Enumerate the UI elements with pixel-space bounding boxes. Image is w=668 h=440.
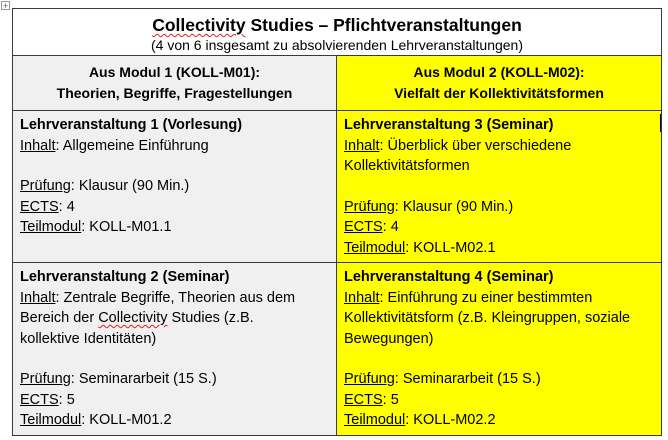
course-content-cont-2: Bewegungen) [344, 330, 434, 347]
ects-label: ECTS [344, 219, 383, 235]
course-title: Lehrveranstaltung 1 (Vorlesung) [20, 117, 243, 133]
content-text: : Allgemeine Einführung [55, 137, 209, 154]
course-ects [20, 197, 330, 218]
course-submodule [20, 217, 330, 238]
content-label: Inhalt [344, 289, 380, 306]
module-2-name: Vielfalt der Kollektivitätsformen [394, 85, 604, 101]
course-table [12, 8, 662, 436]
course-content [344, 288, 655, 309]
title-row [13, 9, 662, 56]
course-content-cont [20, 308, 330, 329]
course-content [20, 288, 330, 309]
spacer [20, 349, 330, 369]
course-cell-lv1[interactable] [13, 111, 337, 263]
spacer [344, 177, 655, 197]
course-cell-lv4[interactable] [337, 263, 662, 436]
course-title: Lehrveranstaltung 4 (Seminar) [344, 269, 554, 285]
ects-label: ECTS [20, 198, 59, 215]
course-exam [20, 176, 330, 197]
course-exam [344, 197, 655, 218]
ects-text: : 5 [58, 391, 75, 408]
submodule-text: : KOLL-M01.1 [81, 219, 172, 235]
module-1-heading [13, 56, 337, 111]
course-content-cont-2: kollektive Identitäten) [20, 330, 157, 347]
content-text: : Einführung zu einer bestimmten [379, 289, 593, 306]
exam-text: : Klausur (90 Min.) [394, 198, 514, 215]
course-cell-lv3[interactable] [337, 111, 662, 263]
content-text: : Überblick über verschiedene [379, 137, 572, 154]
course-row-2 [13, 263, 662, 436]
ects-label: ECTS [20, 391, 59, 408]
spacer [344, 349, 655, 369]
exam-label: Prüfung [344, 371, 395, 387]
title-spellcheck-word: Collectivity [152, 15, 246, 35]
submodule-label: Teilmodul [344, 239, 406, 256]
submodule-text: : KOLL-M01.2 [81, 412, 172, 428]
content-text: : Zentrale Begriffe, Theorien aus dem [55, 289, 296, 306]
course-content-cont: Kollektivitätsform (z.B. Kleingruppen, soziale [344, 310, 631, 326]
course-cell-lv2[interactable] [13, 263, 337, 436]
submodule-text: : KOLL-M02.1 [405, 239, 496, 256]
page-subtitle: (4 von 6 insgesamt zu absolvierenden Lehrveranstaltungen) [151, 37, 524, 53]
course-content [344, 136, 655, 157]
title-cell [13, 9, 662, 56]
exam-label: Prüfung [20, 371, 71, 387]
exam-label: Prüfung [344, 198, 395, 215]
course-content [20, 136, 330, 157]
course-ects [344, 390, 655, 411]
ects-text: : 5 [382, 391, 399, 408]
submodule-text: : KOLL-M02.2 [405, 412, 496, 428]
text-cursor [660, 114, 661, 132]
module-2-code: Aus Modul 2 (KOLL-M02): [413, 64, 585, 80]
course-ects [344, 217, 655, 238]
module-2-heading [337, 56, 662, 111]
table-move-handle-icon[interactable]: + [2, 1, 9, 11]
exam-text: : Seminararbeit (15 S.) [70, 371, 217, 387]
exam-text: : Klausur (90 Min.) [70, 178, 190, 194]
submodule-label: Teilmodul [20, 412, 82, 428]
course-row-1 [13, 111, 662, 263]
exam-text: : Seminararbeit (15 S.) [394, 371, 541, 387]
page-title [13, 10, 661, 36]
content-label: Inhalt [344, 137, 380, 154]
ects-label: ECTS [344, 391, 383, 408]
course-title: Lehrveranstaltung 2 (Seminar) [20, 269, 230, 285]
course-submodule [20, 410, 330, 431]
exam-label: Prüfung [20, 178, 71, 194]
ects-text: : 4 [58, 198, 75, 215]
course-exam [344, 369, 655, 390]
content-text-c: Studies (z.B. [167, 310, 254, 326]
content-text-a: Bereich der [20, 310, 99, 326]
content-spellcheck-word: Collectivity [98, 310, 168, 326]
submodule-label: Teilmodul [344, 412, 406, 428]
spacer [20, 156, 330, 176]
module-heading-row [13, 56, 662, 111]
course-ects [20, 390, 330, 411]
course-submodule [344, 238, 655, 259]
submodule-label: Teilmodul [20, 219, 82, 235]
content-label: Inhalt [20, 289, 56, 306]
course-submodule [344, 410, 655, 431]
module-1-code: Aus Modul 1 (KOLL-M01): [88, 64, 261, 80]
content-label: Inhalt [20, 137, 56, 154]
ects-text: : 4 [382, 219, 399, 235]
module-1-name: Theorien, Begriffe, Fragestellungen [56, 85, 293, 101]
course-content-cont: Kollektivitätsformen [344, 158, 470, 174]
title-rest: Studies – Pflichtveranstaltungen [245, 15, 522, 35]
course-exam [20, 369, 330, 390]
course-title: Lehrveranstaltung 3 (Seminar) [344, 117, 554, 133]
